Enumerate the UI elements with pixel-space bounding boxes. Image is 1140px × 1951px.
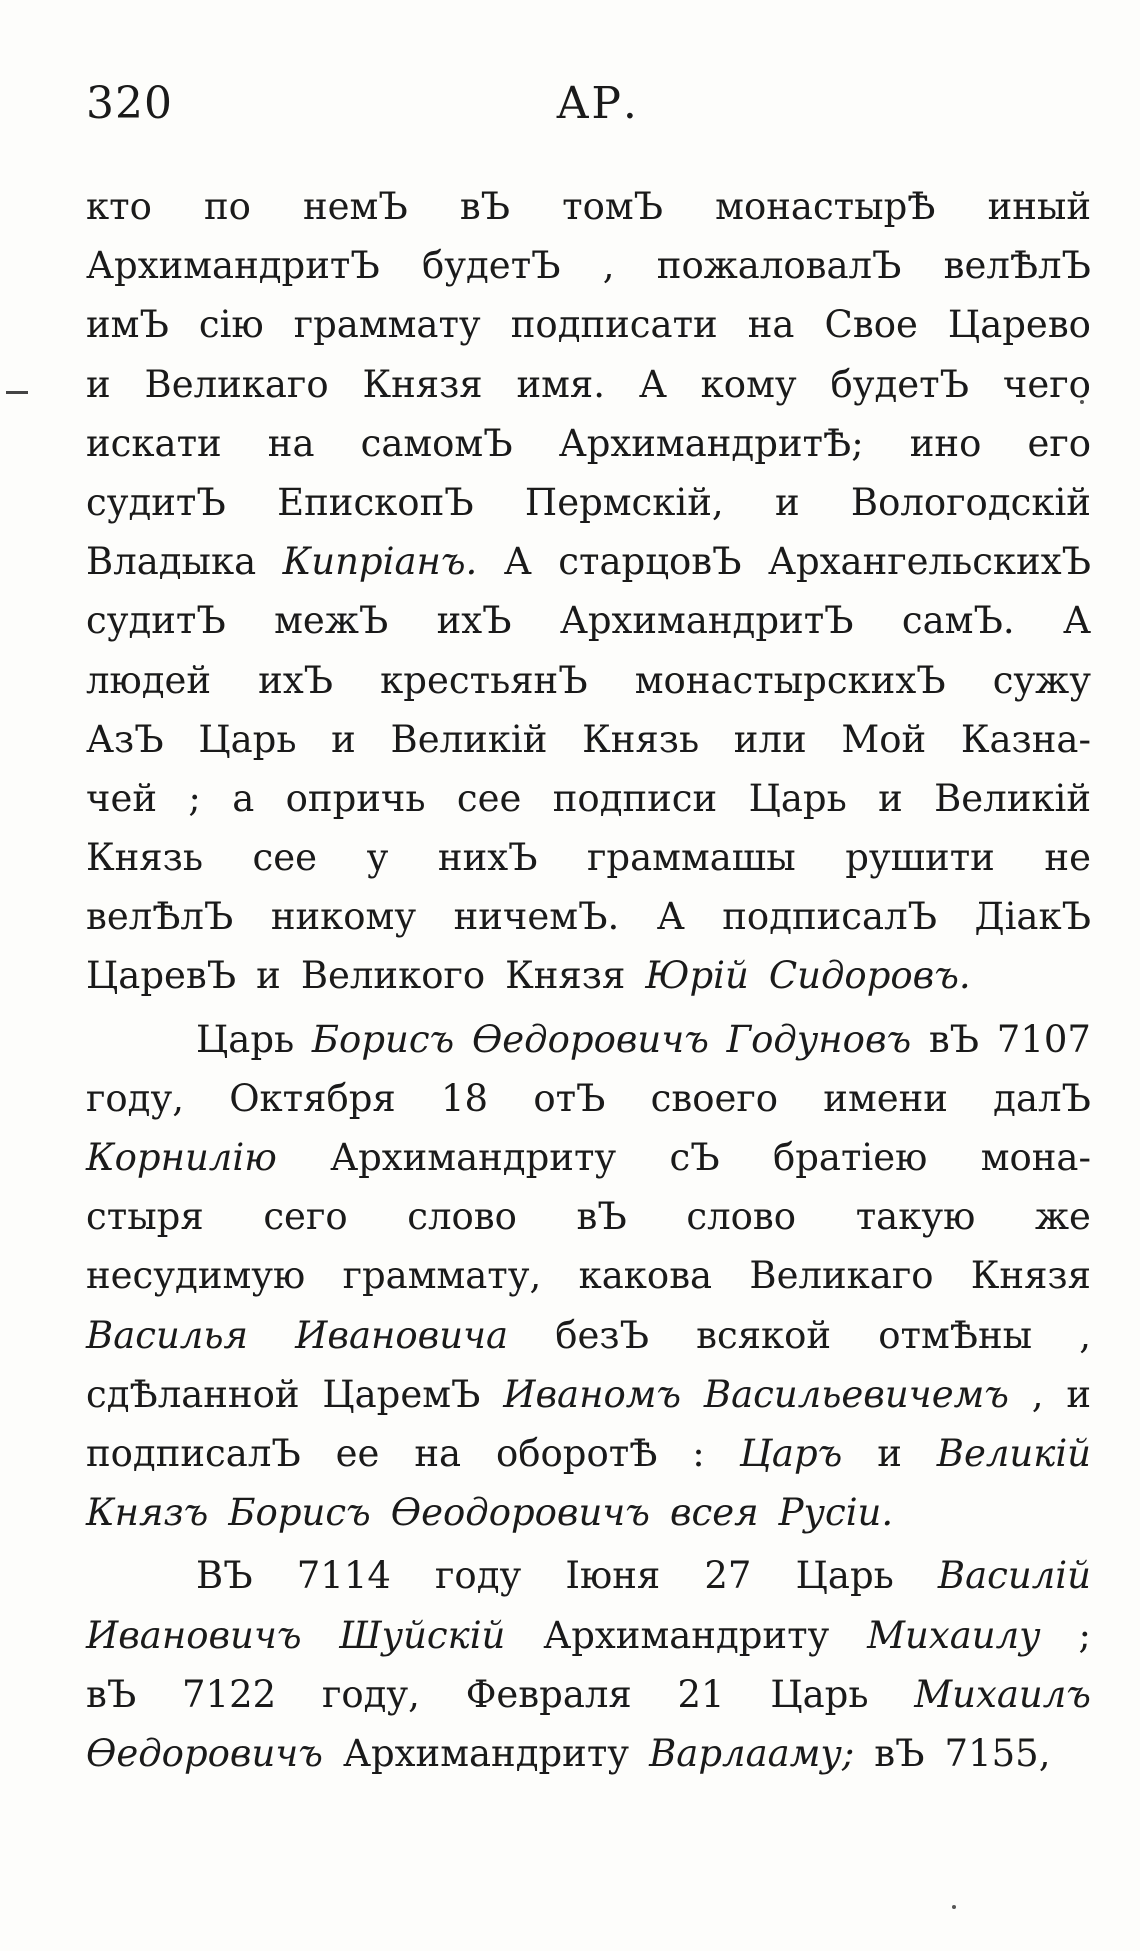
word: иный — [987, 185, 1091, 228]
word: Князя — [505, 954, 626, 998]
word: а — [232, 776, 255, 820]
word: Казна- — [960, 717, 1091, 761]
text-line — [86, 1732, 1091, 1791]
word: будетЪ — [421, 244, 561, 288]
word: 7122 — [182, 1672, 277, 1716]
word: ВЪ — [196, 1554, 253, 1598]
word: сію — [198, 303, 264, 347]
word: и — [256, 954, 281, 998]
text-line — [86, 777, 1091, 836]
word: опричь — [285, 776, 426, 820]
word: Великій — [936, 1431, 1091, 1475]
word: Великаго — [749, 1254, 934, 1298]
word: Вологодскій — [850, 480, 1091, 524]
word: Царь — [770, 1672, 869, 1716]
word: году, — [86, 1076, 184, 1120]
word: сЪ — [669, 1136, 720, 1179]
word: и — [1066, 1372, 1091, 1416]
word: Архимандриту — [342, 1731, 630, 1775]
word: году — [435, 1554, 522, 1598]
word: Василья — [86, 1313, 249, 1357]
word: Царь — [198, 717, 297, 761]
word: сужу — [992, 658, 1091, 702]
text-line — [86, 1491, 1091, 1550]
word: , — [602, 244, 615, 288]
text-line — [86, 1314, 1091, 1373]
margin-mark — [6, 391, 28, 394]
text-line — [86, 1614, 1091, 1673]
word: судитЪ — [86, 480, 226, 524]
word: всея — [669, 1491, 759, 1535]
word: 7155, — [944, 1731, 1051, 1775]
text-line — [86, 481, 1091, 540]
word: немЪ — [303, 185, 408, 228]
print-speck — [952, 1905, 956, 1909]
word: рушити — [845, 836, 995, 880]
word: Васильевичемъ — [703, 1372, 1009, 1416]
word: Кипріанъ. — [282, 540, 478, 584]
word: Царь — [196, 1017, 295, 1061]
word: подписати — [510, 303, 718, 347]
text-line — [86, 1373, 1091, 1432]
word: ино — [909, 421, 982, 465]
word: Русіи. — [778, 1491, 894, 1535]
text-line — [86, 895, 1091, 954]
word: А — [503, 540, 532, 584]
word: Шуйскій — [339, 1613, 506, 1657]
word: сее — [252, 836, 318, 880]
word: сее — [456, 776, 522, 820]
word: и — [86, 362, 111, 406]
page-header — [86, 78, 1086, 138]
word: ; — [188, 776, 201, 820]
word: имЪ — [86, 303, 169, 347]
word: Великого — [300, 954, 486, 998]
word: нихЪ — [437, 836, 538, 880]
word: Владыка — [86, 540, 257, 584]
word: отЪ — [533, 1076, 606, 1120]
word: Василій — [937, 1554, 1091, 1598]
word: старцовЪ — [558, 540, 742, 584]
word: и — [774, 480, 800, 524]
paragraph — [86, 1554, 1091, 1791]
word: году, — [321, 1672, 420, 1716]
word: АзЪ — [86, 717, 164, 761]
word: пожаловалЪ — [656, 244, 902, 288]
word: вЪ — [459, 185, 511, 228]
text-line — [86, 1077, 1091, 1136]
word: АрхимандритѢ; — [558, 421, 864, 465]
word: ЦаревЪ — [86, 954, 237, 998]
word: Князя — [362, 362, 483, 406]
word: Царь — [748, 776, 847, 820]
word: братіею — [772, 1136, 928, 1179]
word: отмѢны — [878, 1313, 1033, 1357]
word: Михаилъ — [914, 1672, 1091, 1716]
text-line — [86, 1018, 1091, 1077]
word: вЪ — [86, 1672, 137, 1716]
running-head: АР. — [556, 78, 639, 129]
word: Свое — [824, 303, 918, 347]
word: 7114 — [296, 1554, 391, 1598]
word: Михаилу — [867, 1613, 1041, 1657]
word: слово — [686, 1195, 797, 1239]
word: ДіакЪ — [974, 895, 1091, 939]
word: Царъ — [739, 1431, 843, 1475]
word: подписи — [552, 776, 718, 820]
word: Сидоровъ. — [768, 954, 971, 998]
word: граммашы — [587, 836, 796, 880]
word: Царево — [947, 303, 1091, 347]
word: , — [1079, 1313, 1091, 1357]
word: Годуновъ — [726, 1017, 912, 1061]
text-line — [86, 1432, 1091, 1491]
word: Ѳедоровичъ — [86, 1731, 323, 1775]
word: кто — [86, 185, 152, 228]
text-line — [86, 836, 1091, 895]
word: А — [1062, 599, 1091, 643]
word: вЪ — [576, 1195, 627, 1239]
word: 18 — [441, 1076, 489, 1120]
word: Пермскій, — [524, 480, 724, 524]
text-line — [86, 659, 1091, 718]
word: и — [877, 1431, 902, 1475]
word: монастырскихЪ — [634, 658, 946, 702]
word: слово — [407, 1195, 517, 1239]
word: самомЪ — [360, 421, 513, 465]
word: Великій — [934, 776, 1091, 820]
word: оборотѢ — [495, 1431, 658, 1475]
text-line — [86, 1673, 1091, 1732]
word: Князь — [86, 836, 203, 880]
word: А — [656, 895, 685, 939]
word: Корнилію — [86, 1136, 277, 1179]
word: несудимую — [86, 1254, 306, 1298]
word: , — [1031, 1372, 1044, 1416]
word: АрхимандритЪ — [559, 599, 854, 643]
word: велѢлЪ — [86, 895, 234, 939]
word: Великаго — [144, 362, 329, 406]
word: АрхангельскихЪ — [767, 540, 1091, 584]
word: 21 — [677, 1672, 725, 1716]
word: всякой — [696, 1313, 832, 1357]
text-line — [86, 599, 1091, 658]
word: судитЪ — [86, 599, 226, 643]
paragraph — [86, 1018, 1091, 1551]
word: искати — [86, 421, 222, 465]
word: или — [733, 717, 807, 761]
word: Ѳеодоровичъ — [390, 1491, 650, 1535]
word: будетЪ — [830, 362, 970, 406]
word: велѢлЪ — [943, 244, 1091, 288]
word: вЪ — [874, 1731, 925, 1775]
word: Иваномъ — [503, 1372, 682, 1416]
word: Октября — [229, 1076, 396, 1120]
word: Юрій — [645, 954, 749, 998]
text-line — [86, 422, 1091, 481]
word: чей — [86, 776, 158, 820]
word: А — [638, 362, 667, 406]
word: ихЪ — [258, 658, 334, 702]
word: : — [692, 1431, 705, 1475]
word: безЪ — [555, 1313, 649, 1357]
word: крестьянЪ — [380, 658, 588, 702]
word: Февраля — [465, 1672, 632, 1716]
word: его — [1027, 421, 1091, 465]
word: не — [1044, 836, 1091, 880]
word: ее — [335, 1431, 380, 1475]
word: у — [366, 836, 389, 880]
word: ; — [1078, 1613, 1091, 1657]
text-line — [86, 540, 1091, 599]
word: ЕпископЪ — [277, 480, 474, 524]
word: межЪ — [274, 599, 389, 643]
word: сего — [263, 1195, 348, 1239]
text-line — [86, 718, 1091, 777]
text-line — [86, 244, 1091, 303]
word: ничемЪ. — [453, 895, 620, 939]
text-line — [86, 303, 1091, 362]
word: на — [267, 421, 315, 465]
word: Іюня — [565, 1554, 661, 1598]
word: АрхимандритЪ — [86, 244, 380, 288]
word: имя. — [516, 362, 605, 406]
word: на — [747, 303, 795, 347]
word: какова — [578, 1254, 713, 1298]
text-line — [86, 363, 1091, 422]
word: Архимандриту — [543, 1613, 830, 1657]
page-number: 320 — [86, 78, 173, 129]
word: томЪ — [562, 185, 664, 228]
word: и — [878, 776, 903, 820]
word: 27 — [704, 1554, 752, 1598]
word: Ивановича — [295, 1313, 509, 1357]
word: Варлааму; — [649, 1731, 855, 1775]
paragraph — [86, 185, 1091, 1014]
word: никому — [270, 895, 417, 939]
word: ЦаремЪ — [322, 1372, 481, 1416]
word: подписалЪ — [722, 895, 937, 939]
word: монастырѢ — [715, 185, 936, 228]
word: Ѳедоровичъ — [471, 1017, 709, 1061]
word: сдѢланной — [86, 1372, 300, 1416]
word: Царь — [795, 1554, 894, 1598]
body-text — [86, 185, 1091, 1791]
text-line — [86, 1195, 1091, 1254]
word: 7107 — [996, 1017, 1091, 1061]
text-line — [86, 185, 1091, 244]
word: Архимандриту — [330, 1136, 617, 1179]
word: подписалЪ — [86, 1431, 301, 1475]
word: Борисъ — [311, 1017, 455, 1061]
word: граммату — [293, 303, 481, 347]
word: имени — [823, 1076, 948, 1120]
word: такую — [855, 1195, 976, 1239]
word: Ивановичъ — [86, 1613, 302, 1657]
word: чего — [1002, 362, 1091, 406]
word: граммату, — [342, 1254, 542, 1298]
word: кому — [700, 362, 797, 406]
word: же — [1034, 1195, 1091, 1239]
word: на — [414, 1431, 462, 1475]
word: далЪ — [993, 1076, 1091, 1120]
word: Князь — [582, 717, 700, 761]
word: самЪ. — [901, 599, 1015, 643]
word: мона- — [980, 1136, 1091, 1179]
word: и — [331, 717, 356, 761]
word: Мой — [841, 717, 927, 761]
word: своего — [650, 1076, 779, 1120]
text-line — [86, 1254, 1091, 1313]
word: Великій — [390, 717, 548, 761]
word: людей — [86, 658, 212, 702]
word: вЪ — [928, 1017, 980, 1061]
word: ихЪ — [436, 599, 512, 643]
word: Борисъ — [228, 1491, 371, 1535]
word: стыря — [86, 1195, 204, 1239]
text-line — [86, 954, 1091, 1013]
text-line — [86, 1554, 1091, 1613]
word: Князя — [970, 1254, 1091, 1298]
word: по — [203, 185, 251, 228]
text-line — [86, 1136, 1091, 1195]
word: Князъ — [86, 1491, 209, 1535]
